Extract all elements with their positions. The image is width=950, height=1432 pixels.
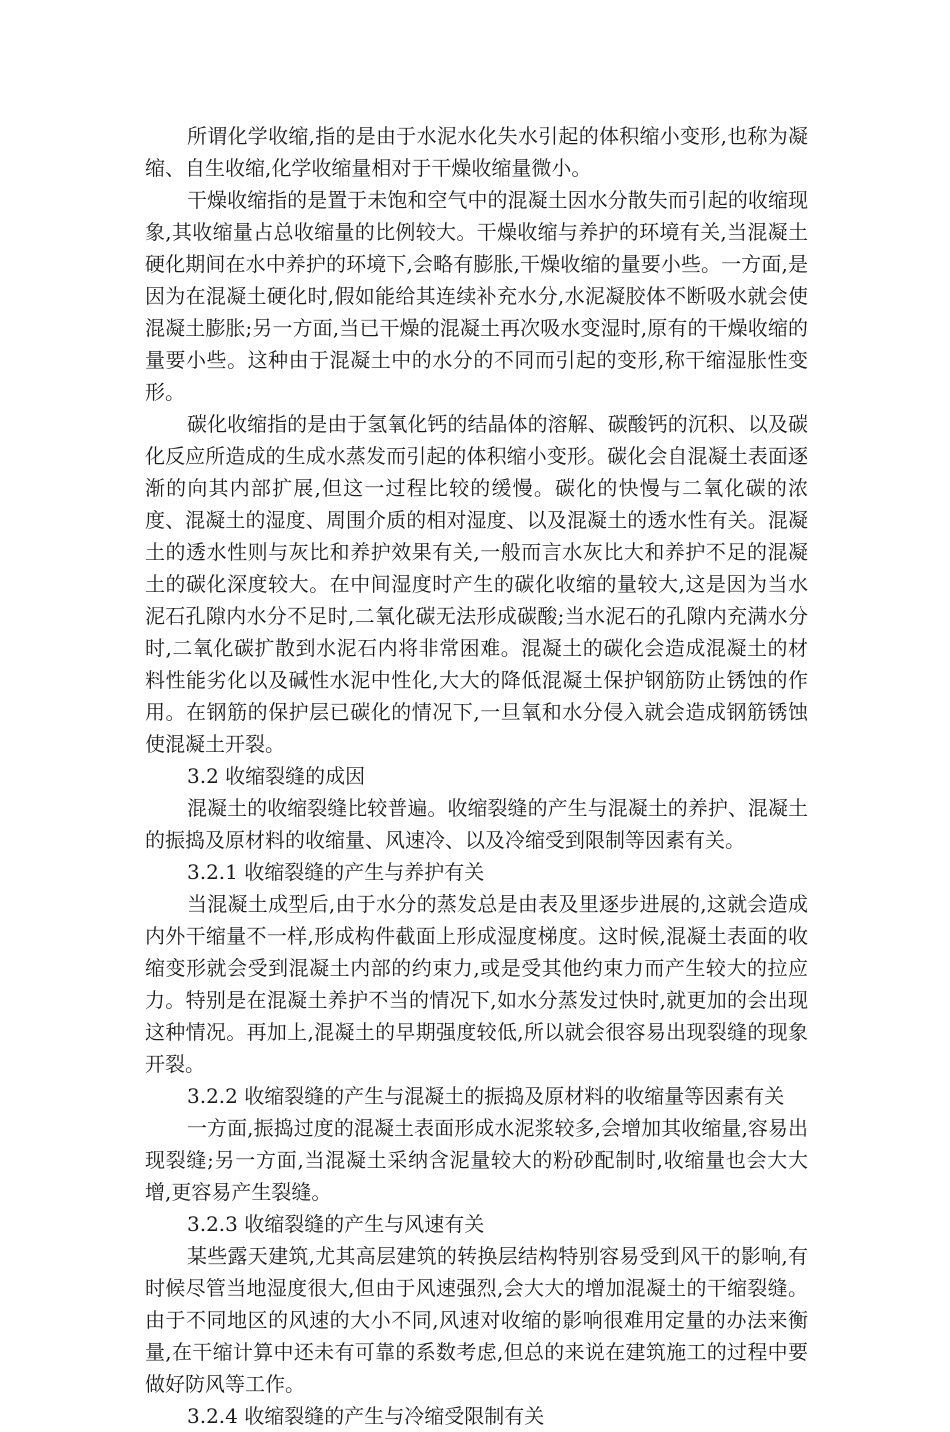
section-heading-3-2: 3.2 收缩裂缝的成因 — [187, 764, 366, 788]
section-heading-3-2-3: 3.2.3 收缩裂缝的产生与风速有关 — [187, 1212, 485, 1236]
paragraph-chemical-shrinkage: 所谓化学收缩,指的是由于水泥水化失水引起的体积缩小变形,也称为凝缩、自生收缩,化学收缩量相对于干燥收缩量微小。 — [145, 124, 808, 180]
document-body — [145, 120, 808, 1432]
section-heading-3-2-2: 3.2.2 收缩裂缝的产生与混凝土的振捣及原材料的收缩量等因素有关 — [187, 1084, 785, 1108]
paragraph-crack-causes: 混凝土的收缩裂缝比较普遍。收缩裂缝的产生与混凝土的养护、混凝土的振捣及原材料的收缩量、风速冷、以及冷缩受到限制等因素有关。 — [145, 796, 808, 852]
section-heading-3-2-1: 3.2.1 收缩裂缝的产生与养护有关 — [187, 860, 485, 884]
paragraph-drying-shrinkage: 干燥收缩指的是置于未饱和空气中的混凝土因水分散失而引起的收缩现象,其收缩量占总收缩量的比例较大。干燥收缩与养护的环境有关,当混凝土硬化期间在水中养护的环境下,会略有膨胀,干燥收缩的量要小些。一方面,是因为在混凝土硬化时,假如能给其连续补充水分,水泥凝胶体不断吸水就会使混凝土膨胀;另一方面,当已干燥的混凝土再次吸水变湿时,原有的干燥收缩的量要小些。这种由于混凝土中的水分的不同而引起的变形,称干缩湿胀性变形。 — [145, 188, 808, 404]
paragraph-vibration-materials: 一方面,振捣过度的混凝土表面形成水泥浆较多,会增加其收缩量,容易出现裂缝;另一方面,当混凝土采纳含泥量较大的粉砂配制时,收缩量也会大大增,更容易产生裂缝。 — [145, 1116, 808, 1204]
paragraph-carbonation-shrinkage: 碳化收缩指的是由于氢氧化钙的结晶体的溶解、碳酸钙的沉积、以及碳化反应所造成的生成水蒸发而引起的体积缩小变形。碳化会自混凝土表面逐渐的向其内部扩展,但这一过程比较的缓慢。碳化的快慢与二氧化碳的浓度、混凝土的湿度、周围介质的相对湿度、以及混凝土的透水性有关。混凝土的透水性则与灰比和养护效果有关,一般而言水灰比大和养护不足的混凝土的碳化深度较大。在中间湿度时产生的碳化收缩的量较大,这是因为当水泥石孔隙内水分不足时,二氧化碳无法形成碳酸;当水泥石的孔隙内充满水分时,二氧化碳扩散到水泥石内将非常困难。混凝土的碳化会造成混凝土的材料性能劣化以及碱性水泥中性化,大大的降低混凝土保护钢筋防止锈蚀的作用。在钢筋的保护层已碳化的情况下,一旦氧和水分侵入就会造成钢筋锈蚀使混凝土开裂。 — [145, 412, 808, 756]
paragraph-curing: 当混凝土成型后,由于水分的蒸发总是由表及里逐步进展的,这就会造成内外干缩量不一样,形成构件截面上形成湿度梯度。这时候,混凝土表面的收缩变形就会受到混凝土内部的约束力,或是受其他约束力而产生较大的拉应力。特别是在混凝土养护不当的情况下,如水分蒸发过快时,就更加的会出现这种情况。再加上,混凝土的早期强度较低,所以就会很容易出现裂缝的现象开裂。 — [145, 892, 808, 1076]
paragraph-wind-speed: 某些露天建筑,尤其高层建筑的转换层结构特别容易受到风干的影响,有时候尽管当地湿度很大,但由于风速强烈,会大大的增加混凝土的干缩裂缝。由于不同地区的风速的大小不同,风速对收缩的影响很难用定量的办法来衡量,在干缩计算中还未有可靠的系数考虑,但总的来说在建筑施工的过程中要做好防风等工作。 — [145, 1244, 808, 1396]
section-heading-3-2-4: 3.2.4 收缩裂缝的产生与冷缩受限制有关 — [187, 1404, 545, 1428]
